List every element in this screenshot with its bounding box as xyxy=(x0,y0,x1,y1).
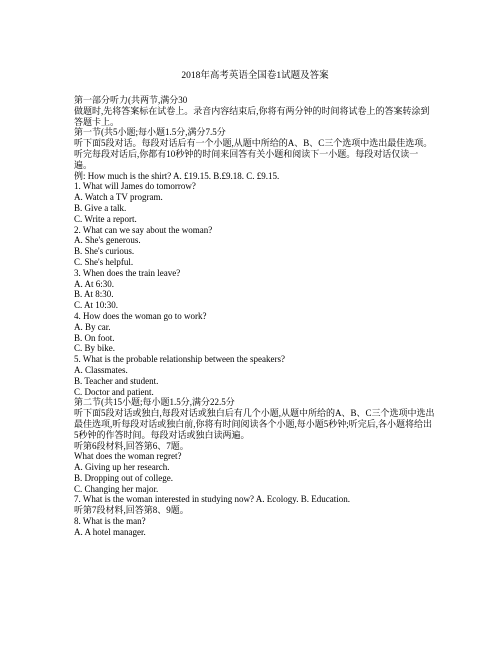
question: 8. What is the man? xyxy=(74,516,146,527)
option: A. Watch a TV program. xyxy=(74,192,163,203)
instruction-text: 做题时,先将答案标在试卷上。录音内容结束后,你将有两分钟的时间将试卷上的答案转涂到答题卡上。 xyxy=(74,105,430,127)
section-heading: 第一节(共5小题;每小题1.5分,满分7.5分 xyxy=(74,127,226,138)
document-title: 2018年高考英语全国卷1试题及答案 xyxy=(181,71,329,81)
section-heading: 第二节(共15小题;每小题1.5分,满分22.5分 xyxy=(74,397,235,408)
option: C. By bike. xyxy=(74,343,116,354)
option: A. By car. xyxy=(74,321,111,332)
option: C. She's helpful. xyxy=(74,256,134,267)
option: A. At 6:30. xyxy=(74,278,115,289)
instruction-text: 听下面5段对话或独白,每段对话或独白后有几个小题,从题中所给的A、B、C三个选项中选出最佳选项,听每段对话或独白前,你将有时间阅读各个小题,每小题5秒钟;听完后,各小题将给出5秒钟的作答时间。每段对话或独白读两遍。 xyxy=(74,408,435,440)
question: 1. What will James do tomorrow? xyxy=(74,181,196,192)
option: A. She's generous. xyxy=(74,235,141,246)
question: 2. What can we say about the woman? xyxy=(74,224,213,235)
option: B. Teacher and student. xyxy=(74,375,159,386)
question: What does the woman regret? xyxy=(74,451,182,462)
material-intro: 听第7段材料,回答第8、9题。 xyxy=(74,505,189,516)
option: A. A hotel manager. xyxy=(74,526,146,537)
instruction-text: 听下面5段对话。每段对话后有一个小题,从题中所给的A、B、C三个选项中选出最佳选项。听完每段对话后,你都有10秒钟的时间来回答有关小题和阅读下一小题。每段对话仅读一遍。 xyxy=(74,138,433,170)
document-page xyxy=(74,70,436,538)
option: C. Changing her major. xyxy=(74,483,159,494)
option: B. On foot. xyxy=(74,332,115,343)
option: B. Dropping out of college. xyxy=(74,472,173,483)
question: 4. How does the woman go to work? xyxy=(74,310,207,321)
example-question: 例: How much is the shirt? A. £19.15. B.£9.18. C. £9.15. xyxy=(74,170,280,181)
material-intro: 听第6段材料,回答第6、7题。 xyxy=(74,440,189,451)
option: A. Giving up her research. xyxy=(74,462,170,473)
section-heading: 第一部分听力(共两节,满分30 xyxy=(74,95,188,105)
option: A. Classmates. xyxy=(74,364,128,375)
option: C. Doctor and patient. xyxy=(74,386,154,397)
question: 5. What is the probable relationship between the speakers? xyxy=(74,354,286,365)
question: 3. When does the train leave? xyxy=(74,267,181,278)
option: C. At 10:30. xyxy=(74,300,119,311)
option: C. Write a report. xyxy=(74,213,137,224)
option: B. She's curious. xyxy=(74,246,135,257)
option: B. Give a talk. xyxy=(74,202,127,213)
question: 7. What is the woman interested in studying now? A. Ecology. B. Education. xyxy=(74,494,350,505)
option: B. At 8:30. xyxy=(74,289,114,300)
